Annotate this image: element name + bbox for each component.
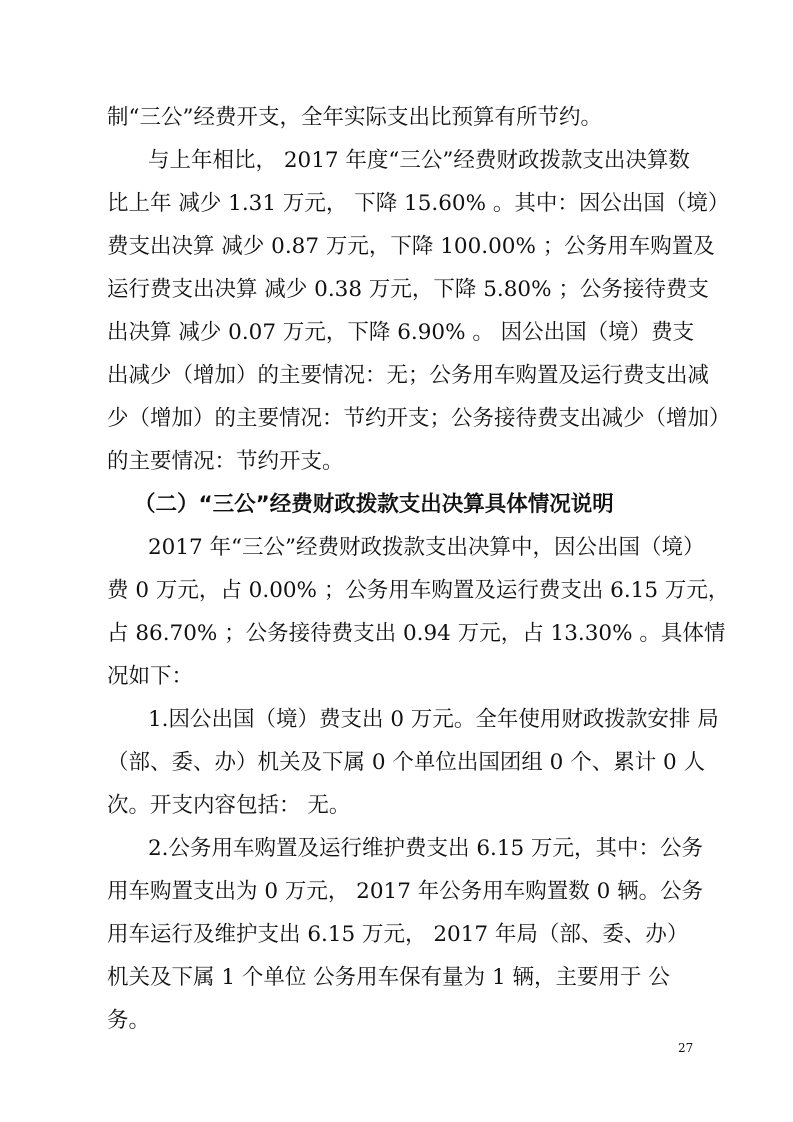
body-text-line: 况如下： — [107, 664, 194, 689]
page-number: 27 — [678, 1041, 694, 1055]
body-text-line: 2.公务用车购置及运行维护费支出 6.15 万元，其中：公务 — [148, 836, 704, 861]
body-text-line: 制“三公”经费开支，全年实际支出比预算有所节约。 — [107, 105, 602, 130]
body-text-line: 用车购置支出为 0 万元， 2017 年公务用车购置数 0 辆。公务 — [107, 879, 704, 904]
section-heading: （二）“三公”经费财政拨款支出决算具体情况说明 — [134, 492, 614, 517]
body-text-line: 与上年相比， 2017 年度“三公”经费财政拨款支出决算数 — [148, 148, 690, 173]
body-text-line: 费 0 万元，占 0.00% ；公务用车购置及运行费支出 6.15 万元， — [107, 578, 730, 603]
body-text-line: 1.因公出国（境）费支出 0 万元。全年使用财政拨款安排 局 — [148, 707, 719, 732]
body-text-line: 机关及下属 1 个单位 公务用车保有量为 1 辆，主要用于 公 — [107, 965, 670, 990]
body-text-line: 出减少（增加）的主要情况：无；公务用车购置及运行费支出减 — [107, 363, 710, 388]
body-text-line: 出决算 减少 0.07 万元，下降 6.90% 。 因公出国（境）费支 — [107, 320, 695, 345]
body-text-line: 占 86.70% ；公务接待费支出 0.94 万元，占 13.30% 。具体情 — [107, 621, 726, 646]
body-text-line: （部、委、办）机关及下属 0 个单位出国团组 0 个、累计 0 人 — [107, 750, 706, 775]
body-text-line: 用车运行及维护支出 6.15 万元， 2017 年局（部、委、办） — [107, 922, 689, 947]
body-text-line: 费支出决算 减少 0.87 万元，下降 100.00% ；公务用车购置及 — [107, 234, 715, 259]
body-text-line: 少（增加）的主要情况：节约开支；公务接待费支出减少（增加） — [107, 406, 731, 431]
body-text-line: 比上年 减少 1.31 万元， 下降 15.60% 。其中：因公出国（境） — [107, 191, 730, 216]
body-text-line: 2017 年“三公”经费财政拨款支出决算中，因公出国（境） — [148, 535, 705, 560]
body-text-line: 务。 — [107, 1008, 151, 1033]
body-text-line: 运行费支出决算 减少 0.38 万元，下降 5.80% ；公务接待费支 — [107, 277, 709, 302]
body-text-line: 的主要情况：节约开支。 — [107, 449, 344, 474]
body-text-line: 次。开支内容包括： 无。 — [107, 793, 351, 818]
